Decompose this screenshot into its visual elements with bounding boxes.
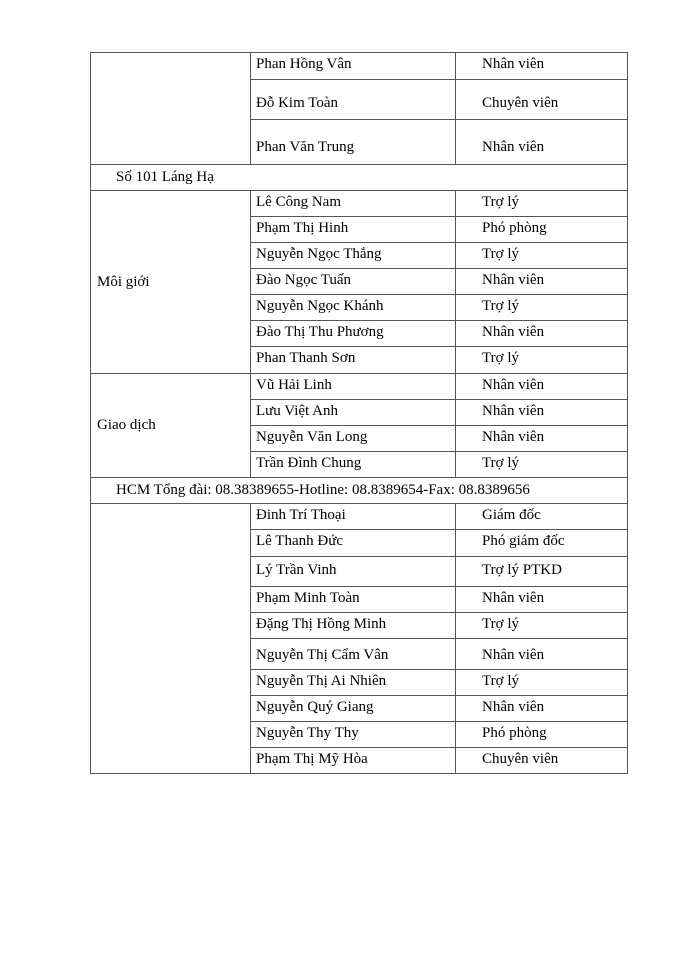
dept-cell <box>91 504 251 774</box>
staff-name: Vũ Hải Linh <box>251 374 456 400</box>
table-row <box>91 504 628 530</box>
dept-cell <box>91 53 251 165</box>
staff-name: Đinh Trí Thoại <box>251 504 456 530</box>
staff-title: Nhân viên <box>456 120 628 165</box>
staff-name: Nguyễn Văn Long <box>251 426 456 452</box>
staff-name: Nguyễn Thị Ai Nhiên <box>251 670 456 696</box>
staff-title: Trợ lý <box>456 243 628 269</box>
staff-title: Nhân viên <box>456 53 628 80</box>
staff-title: Trợ lý <box>456 613 628 639</box>
staff-title: Trợ lý <box>456 452 628 478</box>
section-heading: Số 101 Láng Hạ <box>91 165 628 191</box>
staff-name: Phan Thanh Sơn <box>251 347 456 374</box>
staff-name: Lý Trần Vinh <box>251 557 456 587</box>
staff-name: Nguyễn Ngọc Khánh <box>251 295 456 321</box>
staff-title: Phó giám đốc <box>456 530 628 557</box>
dept-name: Giao dịch <box>91 374 251 478</box>
staff-title: Nhân viên <box>456 696 628 722</box>
section-row <box>91 165 628 191</box>
staff-title: Trợ lý <box>456 191 628 217</box>
staff-name: Nguyễn Quý Giang <box>251 696 456 722</box>
dept-name: Môi giới <box>91 191 251 374</box>
staff-title: Nhân viên <box>456 321 628 347</box>
staff-name: Lưu Việt Anh <box>251 400 456 426</box>
staff-name: Nguyễn Ngọc Thắng <box>251 243 456 269</box>
staff-title: Trợ lý PTKD <box>456 557 628 587</box>
staff-name: Phan Văn Trung <box>251 120 456 165</box>
staff-name: Nguyễn Thị Cẩm Vân <box>251 639 456 670</box>
table-row <box>91 53 628 80</box>
staff-name: Phan Hồng Vân <box>251 53 456 80</box>
section-row <box>91 478 628 504</box>
staff-title: Nhân viên <box>456 587 628 613</box>
staff-name: Trần Đình Chung <box>251 452 456 478</box>
staff-name: Đào Thị Thu Phương <box>251 321 456 347</box>
table-row <box>91 191 628 217</box>
table-row <box>91 374 628 400</box>
staff-name: Lê Thanh Đức <box>251 530 456 557</box>
staff-title: Phó phòng <box>456 217 628 243</box>
staff-name: Đặng Thị Hồng Minh <box>251 613 456 639</box>
staff-title: Nhân viên <box>456 374 628 400</box>
staff-name: Nguyễn Thy Thy <box>251 722 456 748</box>
staff-table <box>90 52 628 774</box>
staff-name: Phạm Thị Mỹ Hòa <box>251 748 456 774</box>
staff-title: Chuyên viên <box>456 748 628 774</box>
staff-title: Chuyên viên <box>456 80 628 120</box>
staff-name: Đỗ Kim Toàn <box>251 80 456 120</box>
section-heading: HCM Tổng đài: 08.38389655-Hotline: 08.8389654-Fax: 08.8389656 <box>91 478 628 504</box>
staff-name: Phạm Thị Hinh <box>251 217 456 243</box>
staff-name: Phạm Minh Toàn <box>251 587 456 613</box>
staff-title: Trợ lý <box>456 295 628 321</box>
staff-title: Phó phòng <box>456 722 628 748</box>
staff-name: Đào Ngọc Tuấn <box>251 269 456 295</box>
staff-title: Nhân viên <box>456 639 628 670</box>
staff-name: Lê Công Nam <box>251 191 456 217</box>
staff-title: Trợ lý <box>456 347 628 374</box>
staff-title: Trợ lý <box>456 670 628 696</box>
staff-title: Nhân viên <box>456 269 628 295</box>
staff-title: Giám đốc <box>456 504 628 530</box>
staff-title: Nhân viên <box>456 426 628 452</box>
staff-title: Nhân viên <box>456 400 628 426</box>
